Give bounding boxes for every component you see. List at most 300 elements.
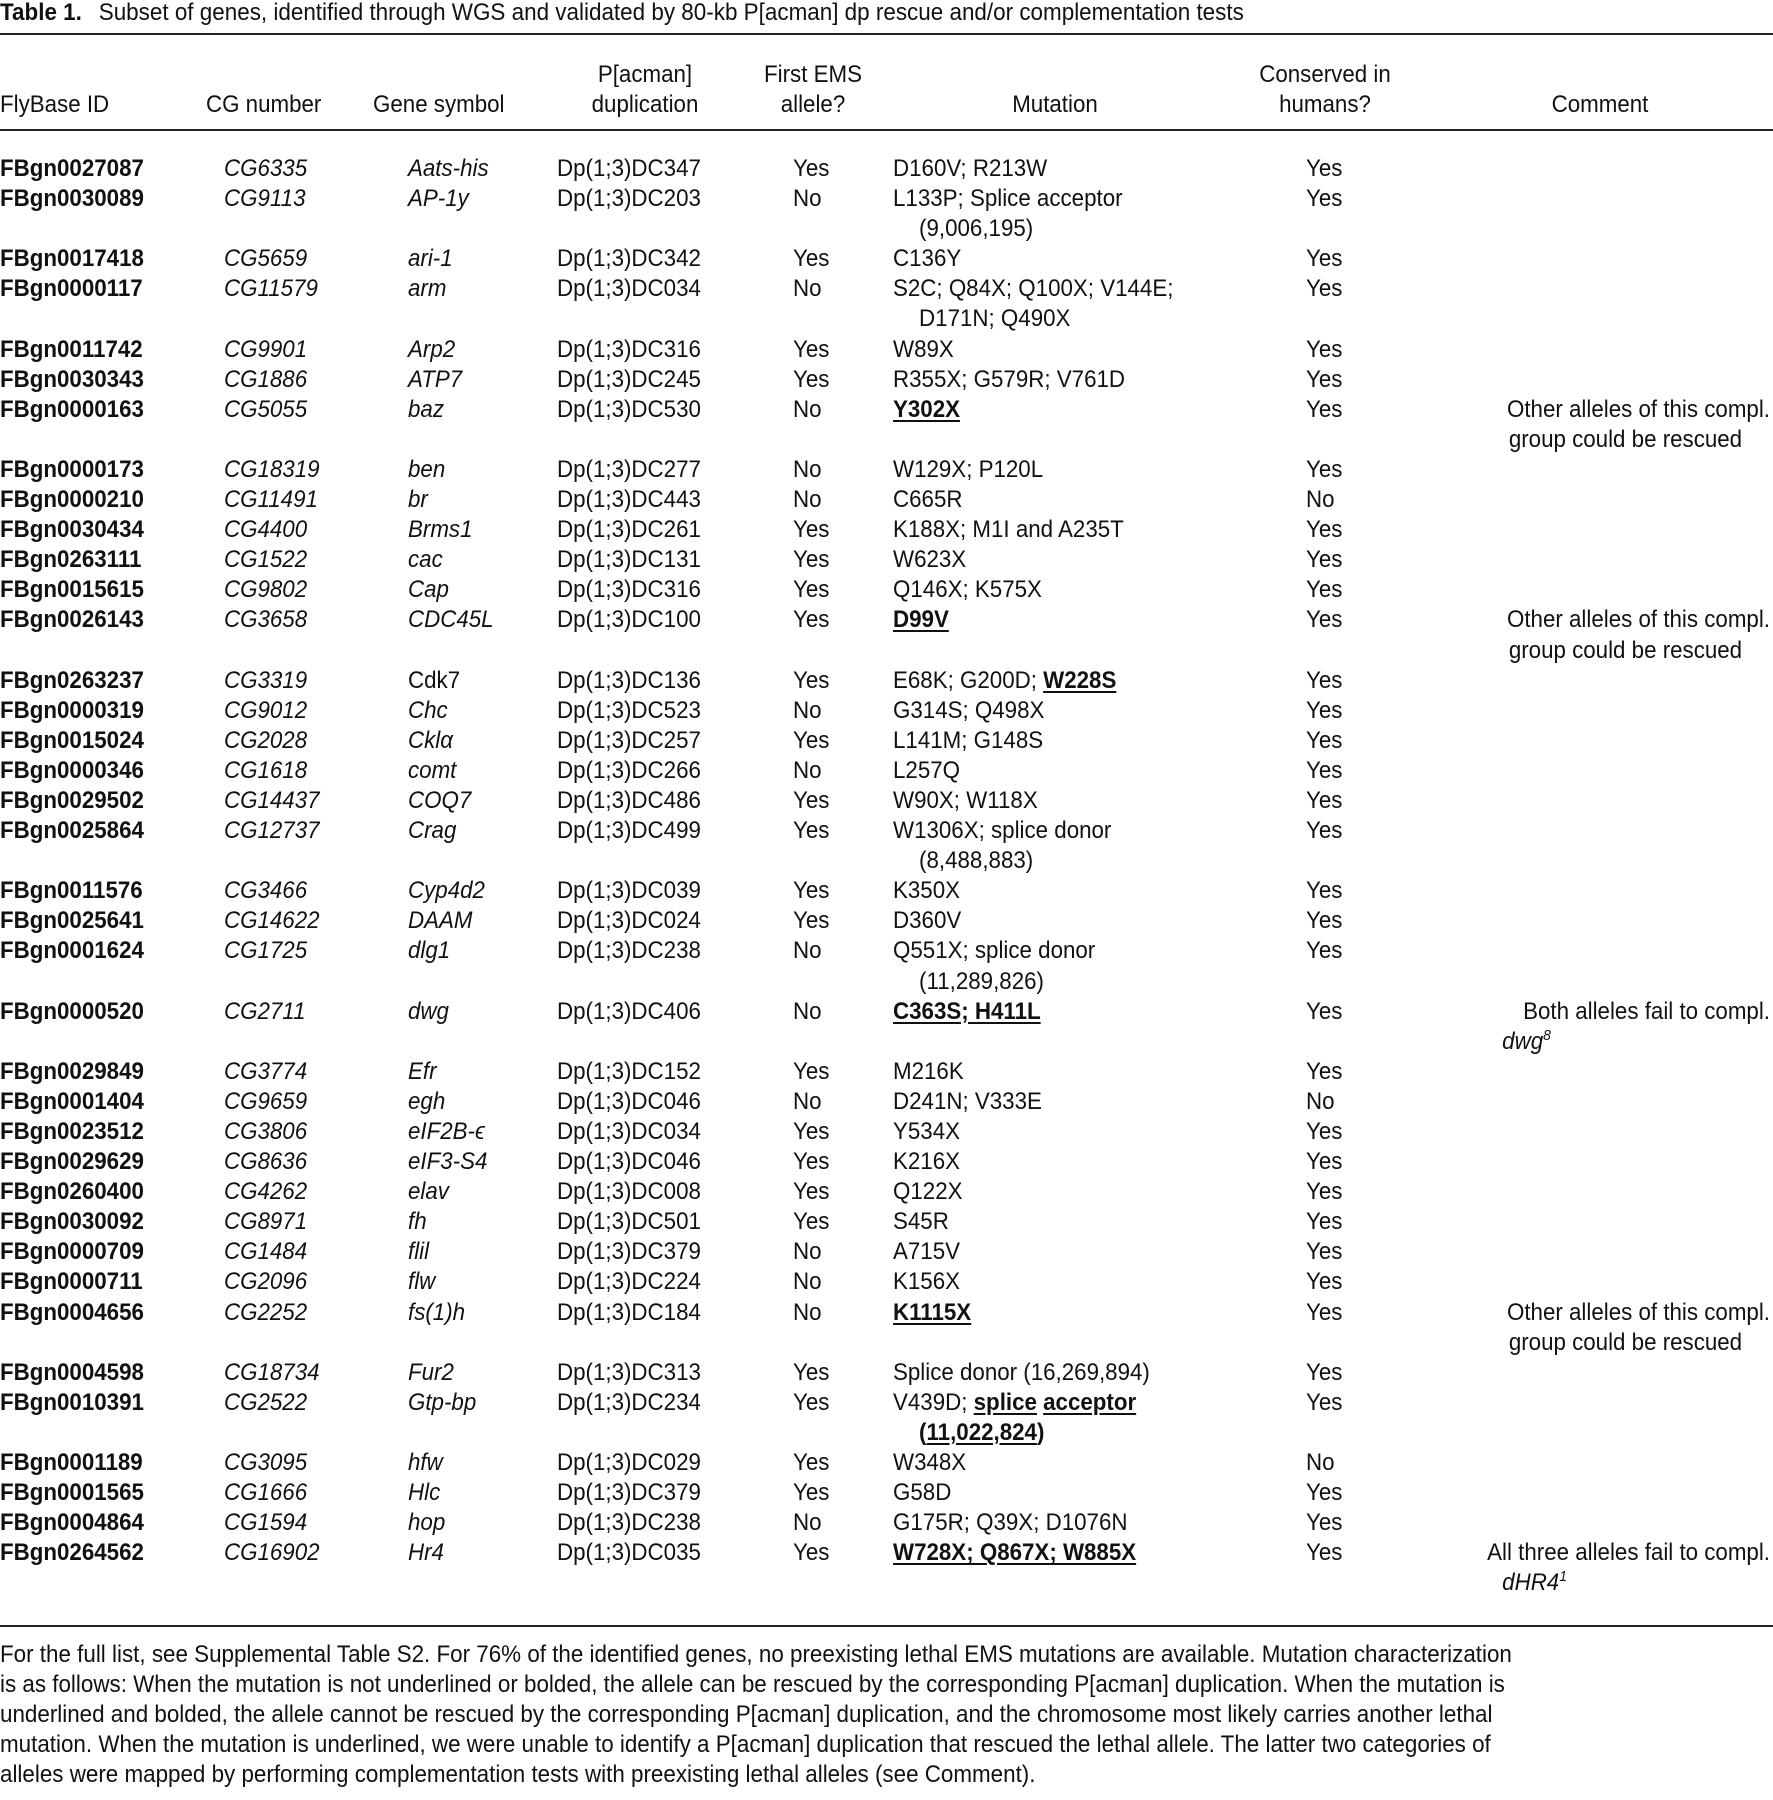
table-row (0, 455, 1773, 485)
mutation-text: Y534X (893, 1118, 961, 1145)
first-ems-cell: Yes (793, 1358, 830, 1386)
mutation-cell (893, 1237, 960, 1267)
footnote-line: is as follows: When the mutation is not underlined or bolded, the allele can be rescued by the corresponding P[acman] duplication. When the mutation is (0, 1671, 1505, 1699)
duplication-cell: Dp(1;3)DC501 (557, 1208, 701, 1236)
header-pacman-line1: P[acman] (597, 61, 693, 88)
flybase-id-cell: FBgn0000709 (0, 1238, 144, 1266)
cg-number-cell: CG2711 (224, 997, 306, 1025)
duplication-cell: Dp(1;3)DC034 (557, 275, 701, 303)
table-row (0, 1207, 1773, 1237)
table-title: Subset of genes, identified through WGS and validated by 80-kb P[acman] dp rescue and/or complementation tests (98, 0, 1244, 26)
mutation-text: L133P; Splice acceptor (893, 185, 1123, 213)
first-ems-cell: No (793, 1238, 822, 1266)
mutation-cell (893, 244, 961, 274)
conserved-cell: Yes (1306, 1268, 1343, 1296)
gene-symbol-cell: comt (408, 756, 457, 784)
table-row (0, 756, 1773, 786)
mutation-text: Q122X (893, 1178, 963, 1206)
gene-symbol-cell: COQ7 (408, 786, 472, 814)
header-pacman-duplication (566, 60, 724, 120)
cg-number-cell: CG3774 (224, 1057, 308, 1085)
duplication-cell: Dp(1;3)DC379 (557, 1479, 701, 1507)
header-conserved (1237, 60, 1414, 120)
mutation-cell (893, 365, 1125, 395)
table-row (0, 997, 1773, 1057)
mutation-text: W129X; P120L (893, 455, 1044, 483)
allele-superscript: 8 (1543, 1026, 1551, 1044)
conserved-cell: Yes (1306, 786, 1343, 814)
mutation-line (893, 1509, 1127, 1536)
mutation-line (893, 516, 1124, 543)
mutation-text: W623X (893, 546, 967, 574)
header-first-ems-line1: First EMS (764, 61, 862, 88)
flybase-id-cell: FBgn0025641 (0, 907, 144, 935)
header-first-ems (753, 60, 874, 120)
gene-symbol-cell: Hlc (408, 1479, 441, 1507)
mutation-line (893, 1359, 1150, 1386)
cg-number-cell: CG9012 (224, 696, 308, 724)
table-row (0, 244, 1773, 274)
duplication-cell: Dp(1;3)DC024 (557, 907, 701, 935)
conserved-cell: Yes (1306, 606, 1343, 634)
gene-symbol-cell: hfw (408, 1449, 443, 1477)
flybase-id-cell: FBgn0027087 (0, 155, 144, 182)
bottom-rule (0, 1625, 1773, 1627)
gene-symbol-cell: CDC45L (408, 606, 494, 634)
mutation-text: Splice donor (16,269,894) (893, 1358, 1150, 1386)
allele-name: dwg (1502, 1027, 1544, 1055)
mutation-cell (893, 696, 1044, 726)
cg-number-cell: CG1618 (224, 756, 308, 784)
gene-symbol-cell: arm (408, 275, 447, 303)
table-footnote (0, 1640, 1773, 1790)
conserved-cell: Yes (1306, 666, 1343, 694)
mutation-cell (893, 1057, 964, 1087)
duplication-cell: Dp(1;3)DC499 (557, 817, 701, 845)
gene-symbol-cell: flw (408, 1268, 436, 1296)
gene-symbol-cell: ATP7 (408, 365, 463, 393)
conserved-cell: Yes (1306, 997, 1343, 1025)
mutation-line (893, 697, 1044, 724)
mutation-text-continued: (8,488,883) (919, 847, 1034, 875)
gene-symbol-cell: fh (408, 1208, 427, 1236)
gene-symbol-cell: Brms1 (408, 516, 473, 544)
mutation-line (893, 1178, 962, 1205)
mutation-cell (893, 876, 960, 906)
mutation-text-continued: (9,006,195) (919, 215, 1034, 243)
header-first-ems-line2: allele? (780, 91, 846, 118)
mutation-line (893, 1449, 966, 1476)
conserved-cell: Yes (1306, 1238, 1343, 1266)
first-ems-cell: No (793, 395, 822, 423)
mutation-cell (893, 395, 960, 425)
cg-number-cell: CG5659 (224, 245, 308, 273)
duplication-cell: Dp(1;3)DC234 (557, 1388, 701, 1416)
flybase-id-cell: FBgn0029849 (0, 1057, 144, 1085)
mutation-text: R355X; G579R; V761D (893, 365, 1126, 393)
mutation-text: S45R (893, 1208, 949, 1236)
duplication-cell: Dp(1;3)DC347 (557, 155, 701, 182)
mutation-line (893, 366, 1125, 393)
flybase-id-cell: FBgn0264562 (0, 1539, 144, 1567)
table-row (0, 1267, 1773, 1297)
conserved-cell: Yes (1306, 726, 1343, 754)
mutation-line (893, 907, 961, 934)
table-row (0, 1448, 1773, 1478)
mutation-cell (893, 666, 1116, 696)
mutation-cell (893, 936, 1095, 996)
mutation-text: W90X; W118X (893, 786, 1038, 814)
flybase-id-cell: FBgn0030089 (0, 185, 144, 213)
gene-symbol-cell: Hr4 (408, 1539, 444, 1567)
first-ems-cell: No (793, 455, 822, 483)
conserved-cell: Yes (1306, 155, 1343, 182)
duplication-cell: Dp(1;3)DC530 (557, 395, 701, 423)
flybase-id-cell: FBgn0025864 (0, 817, 144, 845)
conserved-cell: Yes (1306, 756, 1343, 784)
first-ems-cell: Yes (793, 786, 830, 814)
mutation-text-unrescued: splice (973, 1388, 1037, 1416)
mutation-text-unrescued: Y302X (893, 395, 961, 423)
duplication-cell: Dp(1;3)DC316 (557, 335, 701, 363)
first-ems-cell: Yes (793, 907, 830, 935)
gene-symbol-cell: Cap (408, 576, 449, 604)
cg-number-cell: CG3319 (224, 666, 308, 694)
flybase-id-cell: FBgn0026143 (0, 606, 144, 634)
mutation-cell (893, 1117, 960, 1147)
first-ems-cell: Yes (793, 1539, 830, 1567)
allele-name: dHR4 (1502, 1569, 1560, 1597)
paren-close: ) (1036, 1418, 1045, 1446)
duplication-cell: Dp(1;3)DC342 (557, 245, 701, 273)
gene-symbol-cell: egh (408, 1087, 446, 1115)
first-ems-cell: Yes (793, 1449, 830, 1477)
duplication-cell: Dp(1;3)DC316 (557, 576, 701, 604)
duplication-cell: Dp(1;3)DC266 (557, 756, 701, 784)
mutation-cell (893, 1087, 1042, 1117)
table-row (0, 1147, 1773, 1177)
flybase-id-cell: FBgn0029502 (0, 786, 144, 814)
conserved-cell: Yes (1306, 1388, 1343, 1416)
gene-symbol-cell: eIF2B-ϵ (408, 1118, 485, 1145)
table-row (0, 876, 1773, 906)
mutation-line (893, 1238, 960, 1265)
first-ems-cell: Yes (793, 1388, 830, 1416)
mutation-line (893, 1389, 1136, 1416)
mutation-text-unrescued: C363S; H411L (893, 997, 1041, 1025)
mutation-text: K188X; M1I and A235T (893, 516, 1124, 544)
mutation-line (893, 727, 1043, 754)
table-label: Table 1. (0, 0, 82, 26)
flybase-id-cell: FBgn0000163 (0, 395, 144, 423)
duplication-cell: Dp(1;3)DC039 (557, 877, 701, 905)
first-ems-cell: No (793, 1509, 822, 1537)
mutation-text: G175R; Q39X; D1076N (893, 1509, 1128, 1537)
mutation-cell (893, 1207, 949, 1237)
first-ems-cell: No (793, 1268, 822, 1296)
cg-number-cell: CG2522 (224, 1388, 308, 1416)
mutation-text-unrescued: 11,022,824 (926, 1418, 1037, 1446)
duplication-cell: Dp(1;3)DC046 (557, 1087, 701, 1115)
duplication-cell: Dp(1;3)DC523 (557, 696, 701, 724)
mutation-text: D241N; V333E (893, 1087, 1042, 1115)
cg-number-cell: CG3466 (224, 877, 308, 905)
conserved-cell: Yes (1306, 1509, 1343, 1537)
flybase-id-cell: FBgn0000210 (0, 486, 144, 514)
first-ems-cell: Yes (793, 516, 830, 544)
flybase-id-cell: FBgn0004656 (0, 1298, 144, 1326)
mutation-line (893, 1088, 1042, 1115)
cg-number-cell: CG12737 (224, 817, 320, 845)
table-row (0, 274, 1773, 334)
duplication-cell: Dp(1;3)DC100 (557, 606, 701, 634)
paren-open: ( (919, 1418, 927, 1446)
mutation-cell (893, 997, 1041, 1027)
conserved-cell: No (1306, 1087, 1335, 1115)
cg-number-cell: CG18319 (224, 455, 320, 483)
flybase-id-cell: FBgn0011576 (0, 877, 143, 905)
table-row (0, 906, 1773, 936)
conserved-cell: No (1306, 486, 1335, 514)
duplication-cell: Dp(1;3)DC379 (557, 1238, 701, 1266)
header-rule (0, 129, 1773, 131)
mutation-text-unrescued: K1115X (893, 1298, 972, 1326)
footnote-line: For the full list, see Supplemental Table S2. For 76% of the identified genes, no preexisting lethal EMS mutations are available. Mutation characterization (0, 1641, 1512, 1668)
cg-number-cell: CG4262 (224, 1178, 308, 1206)
cg-number-cell: CG14437 (224, 786, 320, 814)
cg-number-cell: CG3658 (224, 606, 308, 634)
table-row (0, 1177, 1773, 1207)
mutation-line (893, 1058, 964, 1085)
mutation-line (893, 1268, 960, 1295)
header-conserved-line1: Conserved in (1259, 61, 1391, 88)
cg-number-cell: CG1484 (224, 1238, 308, 1266)
header-conserved-line2: humans? (1279, 91, 1371, 118)
mutation-cell (893, 1177, 962, 1207)
comment-text-continued: group could be rescued (1508, 636, 1743, 664)
mutation-cell (893, 726, 1043, 756)
mutation-cell (893, 1538, 1136, 1568)
duplication-cell: Dp(1;3)DC245 (557, 365, 701, 393)
conserved-cell: Yes (1306, 335, 1343, 363)
flybase-id-cell: FBgn0001565 (0, 1479, 144, 1507)
mutation-cell (893, 485, 962, 515)
mutation-text: G58D (893, 1479, 952, 1507)
cg-number-cell: CG9113 (224, 185, 306, 213)
cg-number-cell: CG3095 (224, 1449, 308, 1477)
gene-symbol-cell: dwg (408, 997, 449, 1025)
duplication-cell: Dp(1;3)DC046 (557, 1148, 701, 1176)
flybase-id-cell: FBgn0011742 (0, 335, 143, 363)
mutation-cell (893, 455, 1043, 485)
table-row (0, 1298, 1773, 1358)
gene-symbol-cell: Cyp4d2 (408, 877, 485, 905)
comment-text-continued: group could be rescued (1508, 425, 1743, 453)
cg-number-cell: CG9901 (224, 335, 308, 363)
comment-cell (1454, 605, 1770, 665)
duplication-cell: Dp(1;3)DC486 (557, 786, 701, 814)
footnote-line: mutation. When the mutation is underlined, we were unable to identify a P[acman] duplication that rescued the lethal allele. The latter two categories of (0, 1731, 1491, 1759)
duplication-cell: Dp(1;3)DC238 (557, 1509, 701, 1537)
cg-number-cell: CG1886 (224, 365, 308, 393)
first-ems-cell: No (793, 997, 822, 1025)
table-row (0, 786, 1773, 816)
mutation-line (893, 667, 1116, 694)
first-ems-cell: Yes (793, 1208, 830, 1236)
conserved-cell: Yes (1306, 817, 1343, 845)
mutation-line (893, 336, 954, 363)
mutation-line (893, 456, 1043, 483)
header-gene-symbol: Gene symbol (373, 91, 505, 118)
conserved-cell: No (1306, 1449, 1335, 1477)
top-rule (0, 33, 1773, 35)
duplication-cell: Dp(1;3)DC029 (557, 1449, 701, 1477)
gene-symbol-cell: baz (408, 395, 444, 423)
flybase-id-cell: FBgn0000711 (0, 1268, 143, 1296)
mutation-cell (893, 1298, 971, 1328)
conserved-cell: Yes (1306, 245, 1343, 273)
conserved-cell: Yes (1306, 546, 1343, 574)
table-row (0, 335, 1773, 365)
comment-allele (1454, 1027, 1770, 1057)
table-row (0, 605, 1773, 665)
mutation-cell (893, 1388, 1136, 1448)
first-ems-cell: Yes (793, 1148, 830, 1176)
first-ems-cell: Yes (793, 546, 830, 574)
duplication-cell: Dp(1;3)DC184 (557, 1298, 701, 1326)
flybase-id-cell: FBgn0001189 (0, 1449, 143, 1477)
duplication-cell: Dp(1;3)DC035 (557, 1539, 701, 1567)
gene-symbol-cell: cac (408, 546, 443, 574)
flybase-id-cell: FBgn0263237 (0, 666, 144, 694)
duplication-cell: Dp(1;3)DC008 (557, 1178, 701, 1206)
cg-number-cell: CG1725 (224, 937, 308, 965)
mutation-text: W89X (893, 335, 954, 363)
mutation-line (893, 1539, 1136, 1566)
table-row (0, 575, 1773, 605)
cg-number-cell: CG1594 (224, 1509, 308, 1537)
mutation-text: W1306X; splice donor (893, 817, 1112, 845)
gene-symbol-cell: Fur2 (408, 1358, 454, 1386)
conserved-cell: Yes (1306, 1539, 1343, 1567)
first-ems-cell: No (793, 486, 822, 514)
flybase-id-cell: FBgn0000520 (0, 997, 144, 1025)
first-ems-cell: Yes (793, 1479, 830, 1507)
duplication-cell: Dp(1;3)DC238 (557, 937, 701, 965)
gene-symbol-cell: Arp2 (408, 335, 456, 363)
mutation-text: K156X (893, 1268, 961, 1296)
cg-number-cell: CG8636 (224, 1148, 308, 1176)
flybase-id-cell: FBgn0263111 (0, 546, 142, 574)
duplication-cell: Dp(1;3)DC406 (557, 997, 701, 1025)
flybase-id-cell: FBgn0030092 (0, 1208, 144, 1236)
gene-symbol-cell: dlg1 (408, 937, 451, 965)
flybase-id-cell: FBgn0010391 (0, 1388, 144, 1416)
mutation-text: Q146X; K575X (893, 576, 1042, 604)
flybase-id-cell: FBgn0015615 (0, 576, 144, 604)
mutation-cell (893, 786, 1038, 816)
conserved-cell: Yes (1306, 877, 1343, 905)
comment-allele (1454, 1568, 1770, 1598)
mutation-text: Q551X; splice donor (893, 937, 1096, 965)
conserved-cell: Yes (1306, 1148, 1343, 1176)
table-row (0, 936, 1773, 996)
first-ems-cell: Yes (793, 576, 830, 604)
gene-symbol-cell: DAAM (408, 907, 473, 935)
conserved-cell: Yes (1306, 1358, 1343, 1386)
comment-text-continued: group could be rescued (1508, 1328, 1743, 1356)
mutation-line (893, 275, 1173, 302)
table-row (0, 395, 1773, 455)
flybase-id-cell: FBgn0015024 (0, 726, 144, 754)
flybase-id-cell: FBgn0023512 (0, 1118, 144, 1145)
first-ems-cell: No (793, 1298, 822, 1326)
mutation-text-unrescued: acceptor (1043, 1388, 1137, 1416)
conserved-cell: Yes (1306, 1208, 1343, 1236)
table-row (0, 1388, 1773, 1448)
first-ems-cell: Yes (793, 726, 830, 754)
gene-symbol-cell: Chc (408, 696, 448, 724)
duplication-cell: Dp(1;3)DC131 (557, 546, 701, 574)
comment-cell (1454, 395, 1770, 455)
mutation-text-unrescued: W728X; Q867X; W885X (893, 1539, 1137, 1567)
mutation-line (893, 817, 1111, 844)
cg-number-cell: CG8971 (224, 1208, 308, 1236)
flybase-id-cell: FBgn0004864 (0, 1509, 144, 1537)
mutation-cell (893, 1358, 1150, 1388)
table-row (0, 365, 1773, 395)
conserved-cell: Yes (1306, 1057, 1343, 1085)
mutation-cell (893, 515, 1124, 545)
first-ems-cell: No (793, 1087, 822, 1115)
mutation-cell (893, 154, 1047, 184)
comment-text: Other alleles of this compl. (1506, 395, 1770, 423)
table-row (0, 1087, 1773, 1117)
mutation-line (893, 546, 966, 573)
flybase-id-cell: FBgn0000346 (0, 756, 144, 784)
mutation-line (893, 1479, 951, 1506)
mutation-line (893, 937, 1095, 964)
comment-cell (1454, 1538, 1770, 1598)
mutation-text: V439D; (893, 1388, 974, 1416)
header-mutation: Mutation (1012, 91, 1098, 118)
mutation-text: A715V (893, 1238, 961, 1266)
first-ems-cell: Yes (793, 155, 830, 182)
conserved-cell: Yes (1306, 275, 1343, 303)
conserved-cell: Yes (1306, 365, 1343, 393)
cg-number-cell: CG1666 (224, 1479, 308, 1507)
gene-symbol-cell: Efr (408, 1057, 437, 1085)
cg-number-cell: CG18734 (224, 1358, 320, 1386)
conserved-cell: Yes (1306, 1298, 1343, 1326)
first-ems-cell: Yes (793, 606, 830, 634)
table-row (0, 485, 1773, 515)
gene-symbol-cell: Gtp-bp (408, 1388, 477, 1416)
mutation-text: K216X (893, 1148, 961, 1176)
mutation-cell (893, 1508, 1127, 1538)
mutation-line (893, 1299, 971, 1326)
header-pacman-line2: duplication (591, 91, 699, 118)
table-row (0, 154, 1773, 184)
mutation-text: W348X (893, 1449, 967, 1477)
mutation-cell (893, 906, 961, 936)
table-header (0, 50, 1773, 120)
first-ems-cell: Yes (793, 877, 830, 905)
cg-number-cell: CG1522 (224, 546, 308, 574)
mutation-cell (893, 1448, 966, 1478)
duplication-cell: Dp(1;3)DC443 (557, 486, 701, 514)
gene-symbol-cell: hop (408, 1509, 446, 1537)
